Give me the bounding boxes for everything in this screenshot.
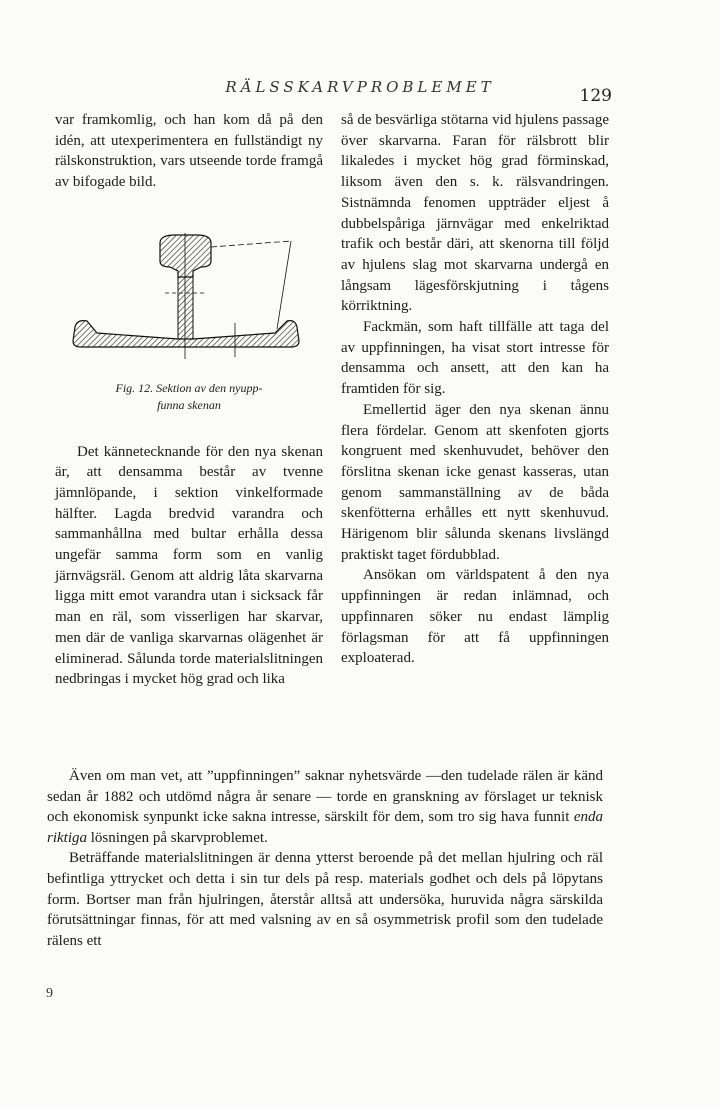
left-intro-paragraph: var framkomlig, och han kom då på den idén, att utexperimentera en fullständigt ny rälskonstruktion, vars utseende torde framgå av bifogade bild.	[55, 112, 323, 191]
full-paragraph-1	[47, 766, 603, 848]
left-body-paragraph: Det kännetecknande för den nya skenan är, att densamma består av tvenne jämnlöpande, i sektion vinkelformade hälfter. Lagda bredvid varandra och sammanhållna med bultar erhålla dessa ungefär samma form som en vanlig järnvägsräl. Genom att aldrig låta skarvarna ligga mitt emot varandra utan i sicksack får man en räl, som visserligen har skarvar, men där de vanliga skarvarnas olägenhet är eliminerad. Sålunda torde materialslitningen nedbringas i mycket hög grad och lika	[55, 443, 323, 688]
caption-line-1: Fig. 12. Sektion av den nyupp-	[115, 380, 263, 395]
signature-mark: 9	[46, 986, 53, 1001]
left-column	[55, 110, 323, 690]
caption-line-2: funna skenan	[157, 397, 221, 412]
right-paragraph-1: så de besvärliga stötarna vid hjulens passage över skarvarna. Faran för rälsbrott blir likaledes i mycket hög grad förminskad, liksom även den s. k. rälsvandringen. Sistnämnda fenomen uppträder eljest å dubbelspåriga järnvägar med enkelriktad trafik och består däri, att skenorna till följd av hjulens slag mot skarvarna undergå en långsam lägesförskjutning i tågens körriktning.	[341, 112, 609, 315]
right-paragraph-2: Fackmän, som haft tillfälle att taga del av uppfinningen, ha visat stort intresse för densamma och ansett, att den kan ha framtiden för sig.	[341, 319, 609, 398]
figure-caption	[55, 380, 323, 414]
full-paragraph-1-a: Även om man vet, att ”uppfinningen” saknar nyhetsvärde —den tudelade rälen är känd sedan år 1882 och utdömd några år senare — torde en granskning av förslaget ur teknisk och ekonomisk synpunkt icke sakna intresse, särskilt för dem, som tro sig hava funnit	[47, 768, 603, 826]
right-paragraph-4: Ansökan om världspatent å den nya uppfinningen är redan inlämnad, och uppfinnaren söker nu endast lämplig förlagsman för att få uppfinningen exploaterad.	[341, 567, 609, 667]
running-head: RÄLSSKARVPROBLEMET	[225, 78, 495, 96]
full-paragraph-2: Beträffande materialslitningen är denna ytterst beroende på det mellan hjulring och räl befintliga yttrycket och detta i sin tur dels på resp. materials godhet och dels på löpytans form. Bortser man från hjulringen, återstår alltså att undersöka, huruvida några särskilda förutsättningar finnas, för att med valsning av en så osymmetrisk profil som den tudelade rälens ett	[47, 850, 603, 949]
page-number: 129	[579, 86, 612, 106]
right-column	[341, 110, 609, 669]
right-paragraph-3: Emellertid äger den nya skenan ännu flera fördelar. Genom att skenfoten gjorts kongruent med skenhuvudet, behöver den förslitna skenan icke genast kasseras, utan genom sammanställning av de båda skenfötterna erhålles ett nytt skenhuvud. Härigenom blir sålunda skenans livslängd praktiskt taget fördubblad.	[341, 401, 609, 563]
full-paragraph-1-emphasis: enda riktiga	[47, 809, 603, 846]
rail-section-figure	[65, 233, 315, 363]
full-paragraph-1-b: lösningen på skarvproblemet.	[87, 829, 268, 846]
full-width-text	[47, 766, 603, 951]
